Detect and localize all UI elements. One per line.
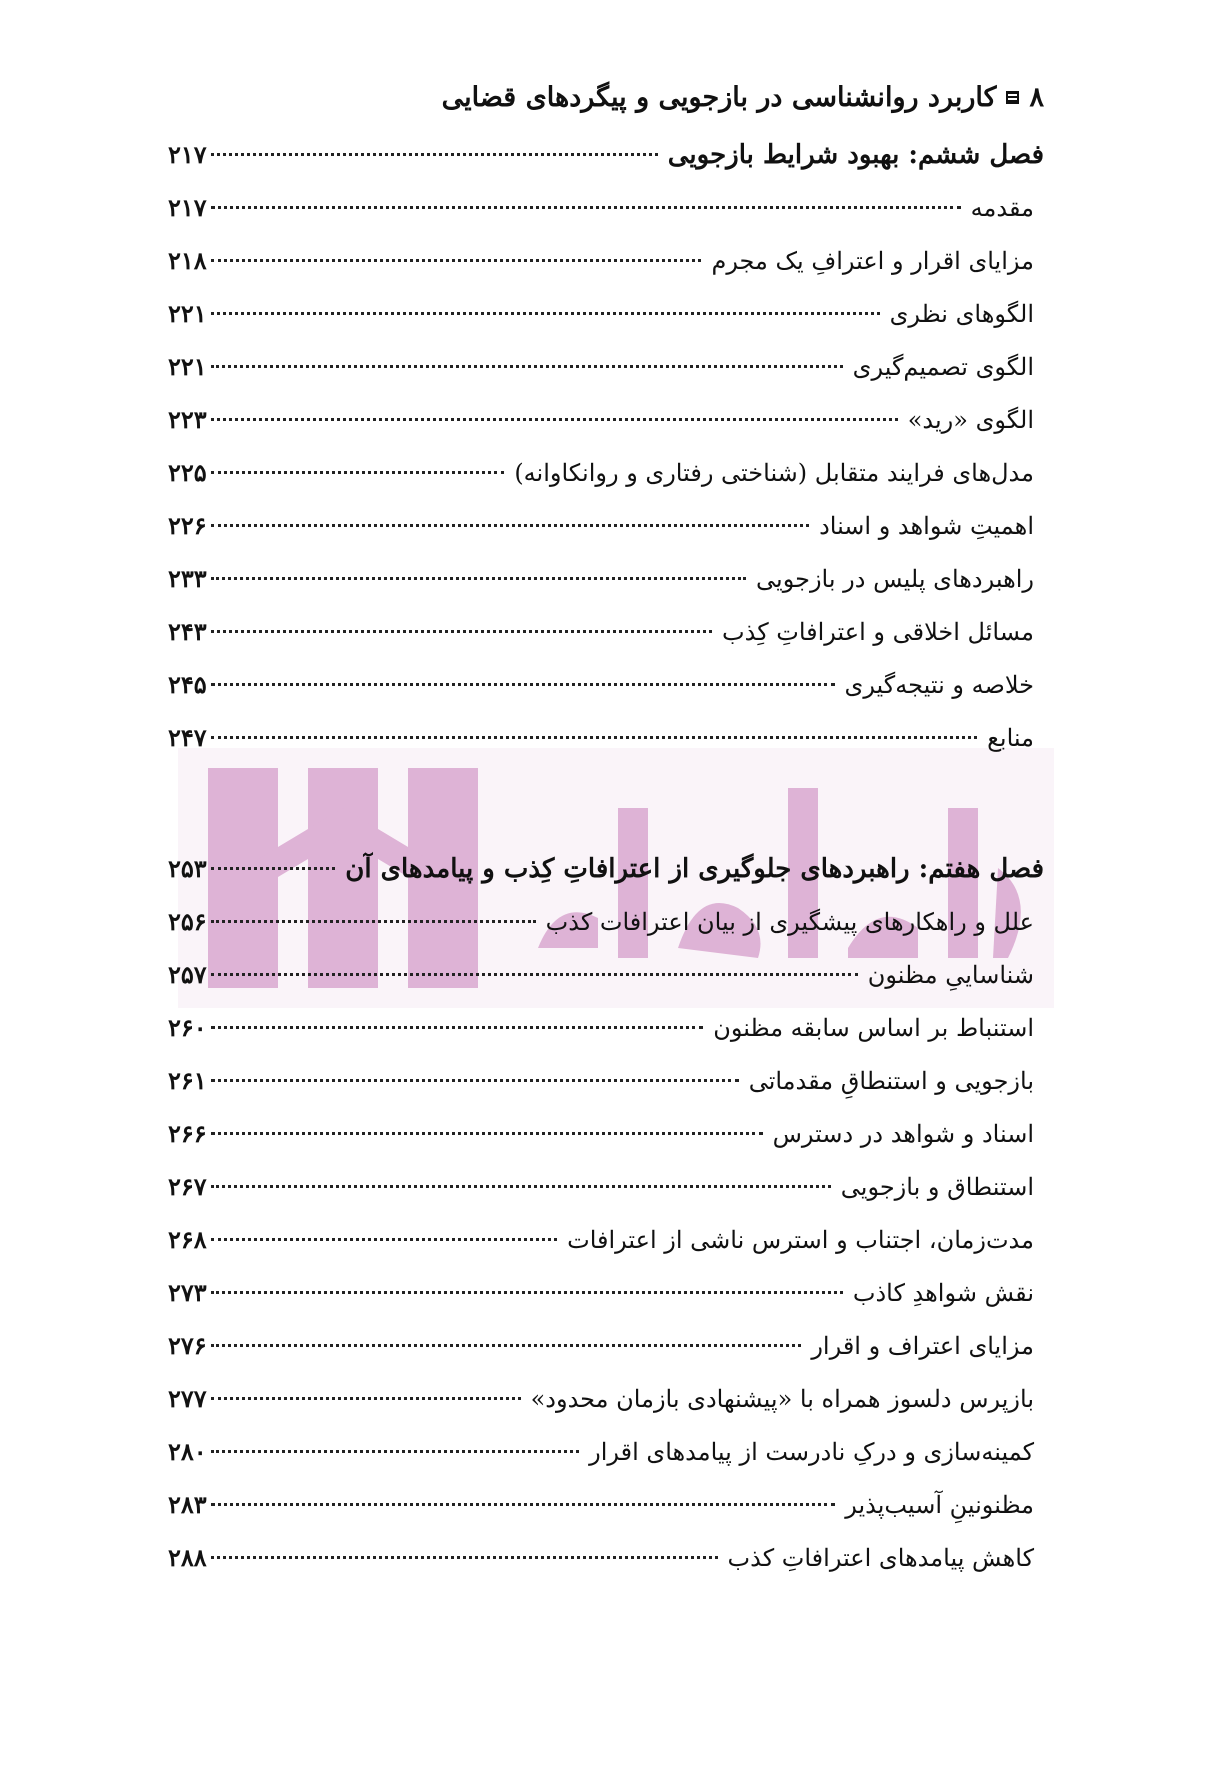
page-ref: ۲۸۳ — [168, 1490, 207, 1519]
page-ref: ۲۳۳ — [168, 564, 207, 593]
dot-leader — [211, 1079, 739, 1082]
dot-leader — [211, 1291, 843, 1294]
dot-leader — [211, 1556, 718, 1559]
page-ref: ۲۵۶ — [168, 907, 207, 936]
dot-leader — [211, 1238, 557, 1241]
page-ref: ۲۲۵ — [168, 458, 207, 487]
page-ref: ۲۲۱ — [168, 352, 207, 381]
entry-title: نقش شواهدِ کاذب — [852, 1279, 1034, 1307]
square-ornament-icon — [1006, 91, 1019, 104]
entry-title: راهبردهای پلیس در بازجویی — [756, 565, 1034, 593]
entry-title: بازجویی و استنطاقِ مقدماتی — [748, 1067, 1034, 1095]
toc-entry — [168, 1213, 1044, 1266]
entry-title: شناساییِ مظنون — [867, 961, 1034, 989]
entry-title: استنباط بر اساس سابقه مظنون — [713, 1014, 1034, 1042]
entry-title: مدت‌زمان، اجتناب و استرس ناشی از اعترافات — [567, 1226, 1034, 1254]
entry-title: استنطاق و بازجویی — [840, 1173, 1034, 1201]
page-ref: ۲۶۸ — [168, 1225, 207, 1254]
toc-entry — [168, 1425, 1044, 1478]
toc-entry — [168, 948, 1044, 1001]
page-ref: ۲۴۵ — [168, 670, 207, 699]
dot-leader — [211, 471, 505, 474]
page-ref: ۲۷۳ — [168, 1278, 207, 1307]
page-ref: ۲۴۳ — [168, 617, 207, 646]
chapter-title: فصل ششم: بهبود شرایط بازجویی — [667, 140, 1044, 170]
page-ref: ۲۱۸ — [168, 246, 207, 275]
dot-leader — [211, 867, 336, 870]
entry-title: الگوهای نظری — [889, 300, 1034, 328]
page-ref: ۲۱۷ — [168, 193, 207, 222]
page-ref: ۲۱۷ — [168, 140, 207, 169]
toc-entry — [168, 658, 1044, 711]
dot-leader — [211, 920, 536, 923]
dot-leader — [211, 1026, 704, 1029]
entry-title: کاهش پیامدهای اعترافاتِ کذب — [727, 1544, 1034, 1572]
entry-title: مدل‌های فرایند متقابل (شناختی رفتاری و روانکاوانه) — [514, 459, 1034, 487]
entry-title: خلاصه و نتیجه‌گیری — [844, 671, 1034, 699]
dot-leader — [211, 1132, 763, 1135]
chapter-title: فصل هفتم: راهبردهای جلوگیری از اعترافاتِ کِذب و پیامدهای آن — [345, 854, 1044, 884]
toc-entry — [168, 1319, 1044, 1372]
page-ref: ۲۷۶ — [168, 1331, 207, 1360]
dot-leader — [211, 259, 702, 262]
toc-entry — [168, 393, 1044, 446]
toc-entry — [168, 1160, 1044, 1213]
toc-entry — [168, 1372, 1044, 1425]
entry-title: مزایای اعتراف و اقرار — [811, 1332, 1034, 1360]
toc-entry — [168, 895, 1044, 948]
toc-entry — [168, 499, 1044, 552]
toc-entry — [168, 1531, 1044, 1584]
entry-title: منابع — [987, 724, 1034, 752]
page-ref: ۲۷۷ — [168, 1384, 207, 1413]
dot-leader — [211, 206, 961, 209]
entry-title: کمینه‌سازی و درکِ نادرست از پیامدهای اقرار — [589, 1438, 1034, 1466]
book-title: کاربرد روانشناسی در بازجویی و پیگردهای قضایی — [441, 82, 997, 113]
toc-entry — [168, 1001, 1044, 1054]
dot-leader — [211, 1450, 579, 1453]
dot-leader — [211, 153, 658, 156]
page-ref: ۲۶۶ — [168, 1119, 207, 1148]
entry-title: اسناد و شواهد در دسترس — [772, 1120, 1034, 1148]
entry-title: علل و راهکارهای پیشگیری از بیان اعترافات کذب — [545, 908, 1034, 936]
dot-leader — [211, 1397, 521, 1400]
entry-title: الگوی «رید» — [907, 406, 1034, 434]
page-ref: ۲۸۸ — [168, 1543, 207, 1572]
toc-entry — [168, 181, 1044, 234]
page-ref: ۲۸۰ — [168, 1437, 207, 1466]
page-ref: ۲۶۱ — [168, 1066, 207, 1095]
page-ref: ۲۶۷ — [168, 1172, 207, 1201]
dot-leader — [211, 736, 977, 739]
page-ref: ۲۶۰ — [168, 1013, 207, 1042]
page-ref: ۲۴۷ — [168, 723, 207, 752]
toc-entry — [168, 1054, 1044, 1107]
toc-entry — [168, 1478, 1044, 1531]
toc-entry — [168, 711, 1044, 764]
toc-entry — [168, 1107, 1044, 1160]
dot-leader — [211, 1503, 836, 1506]
dot-leader — [211, 1344, 802, 1347]
page-ref: ۲۲۱ — [168, 299, 207, 328]
entry-title: مزایای اقرار و اعترافِ یک مجرم — [711, 247, 1034, 275]
chapter-heading — [168, 842, 1044, 895]
entry-title: اهمیتِ شواهد و اسناد — [819, 512, 1034, 540]
entry-title: مسائل اخلاقی و اعترافاتِ کِذب — [722, 618, 1034, 646]
toc-entry — [168, 446, 1044, 499]
toc-entry — [168, 287, 1044, 340]
toc-entry — [168, 552, 1044, 605]
toc-entry — [168, 1266, 1044, 1319]
dot-leader — [211, 630, 712, 633]
page-number: ۸ — [1029, 82, 1044, 113]
page-ref: ۲۲۶ — [168, 511, 207, 540]
dot-leader — [211, 418, 898, 421]
running-header — [184, 82, 1044, 113]
dot-leader — [211, 973, 858, 976]
toc-entry — [168, 340, 1044, 393]
dot-leader — [211, 524, 809, 527]
entry-title: مقدمه — [970, 194, 1034, 222]
dot-leader — [211, 365, 843, 368]
chapter-6-toc — [168, 128, 1044, 764]
page-ref: ۲۵۳ — [168, 854, 207, 883]
page-ref: ۲۵۷ — [168, 960, 207, 989]
chapter-7-toc — [168, 842, 1044, 1584]
dot-leader — [211, 683, 835, 686]
page-ref: ۲۲۳ — [168, 405, 207, 434]
toc-entry — [168, 234, 1044, 287]
dot-leader — [211, 1185, 831, 1188]
dot-leader — [211, 577, 746, 580]
chapter-heading — [168, 128, 1044, 181]
entry-title: الگوی تصمیم‌گیری — [852, 353, 1034, 381]
entry-title: مظنونینِ آسیب‌پذیر — [845, 1491, 1034, 1519]
entry-title: بازپرس دلسوز همراه با «پیشنهادی بازمان محدود» — [530, 1385, 1034, 1413]
toc-entry — [168, 605, 1044, 658]
dot-leader — [211, 312, 880, 315]
